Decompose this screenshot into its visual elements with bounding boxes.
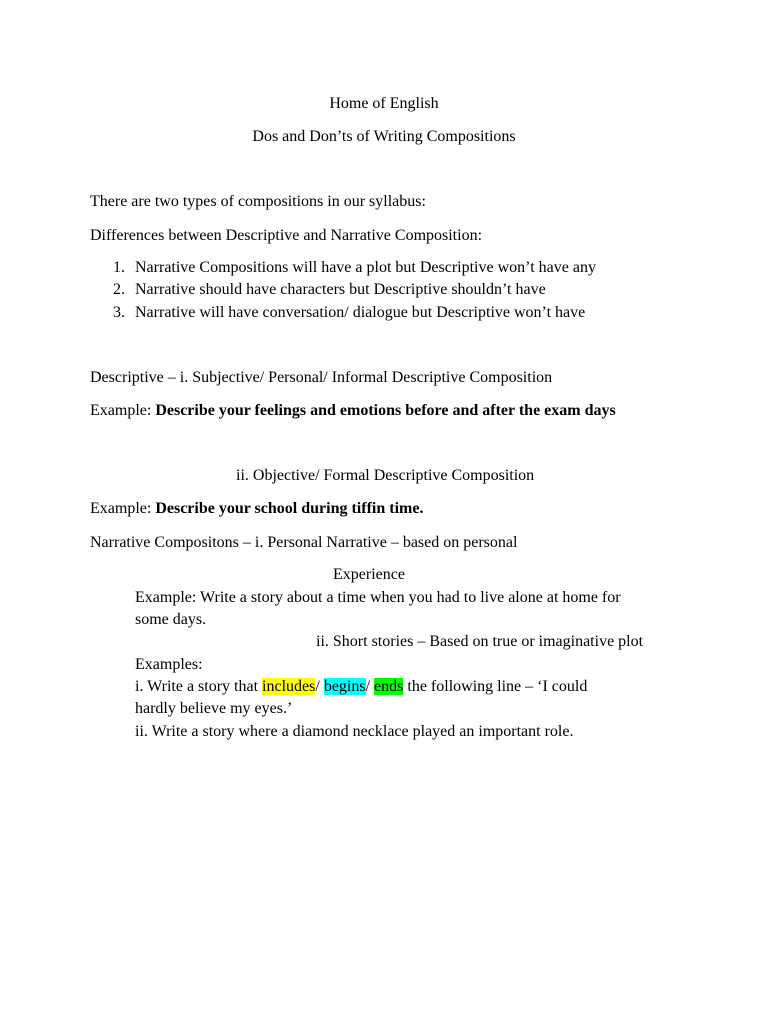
separator: / [315,678,324,695]
narrative-example-2: ii. Write a story where a diamond necklace played an important role. [135,723,574,740]
list-item-number: 2. [113,281,125,298]
descriptive-example-2 [90,499,423,519]
narrative-experience: Experience [333,566,405,583]
example-label: Example: [90,500,156,517]
narrative-heading: Narrative Compositons – i. Personal Narrative – based on personal [90,534,518,551]
list-item-number: 3. [113,304,125,321]
narrative-example-line-1: Example: Write a story about a time when you had to live alone at home for [135,589,621,606]
list-item-text: Narrative Compositions will have a plot but Descriptive won’t have any [135,259,596,276]
document-title: Home of English [329,95,439,112]
list-item [113,303,585,323]
narrative-example-1-line-2: hardly believe my eyes.’ [135,700,293,717]
list-item-number: 1. [113,259,125,276]
descriptive-heading: Descriptive – i. Subjective/ Personal/ Informal Descriptive Composition [90,369,553,386]
objective-heading: ii. Objective/ Formal Descriptive Composition [236,467,535,484]
highlight-includes: includes [262,678,316,695]
narrative-example-line-2: some days. [135,611,207,628]
list-item [113,258,596,278]
differences-heading: Differences between Descriptive and Narrative Composition: [90,227,483,244]
example-suffix: the following line – ‘I could [403,678,588,695]
list-item-text: Narrative will have conversation/ dialogue but Descriptive won’t have [135,304,586,321]
narrative-example-1 [135,677,587,697]
example-text: Describe your feelings and emotions before and after the exam days [155,402,616,419]
examples-label: Examples: [135,656,203,673]
example-label: Example: [90,402,156,419]
list-item-text: Narrative should have characters but Descriptive shouldn’t have [135,281,546,298]
list-item [113,280,546,300]
highlight-ends: ends [374,678,404,695]
highlight-begins: begins [323,678,366,695]
example-prefix: i. Write a story that [135,678,263,695]
separator: / [365,678,375,695]
intro-types-line: There are two types of compositions in our syllabus: [90,193,426,210]
descriptive-example-1 [90,401,616,421]
example-text: Describe your school during tiffin time. [155,500,424,517]
document-subtitle: Dos and Don’ts of Writing Compositions [252,128,516,145]
short-stories-heading: ii. Short stories – Based on true or imaginative plot [316,633,644,650]
